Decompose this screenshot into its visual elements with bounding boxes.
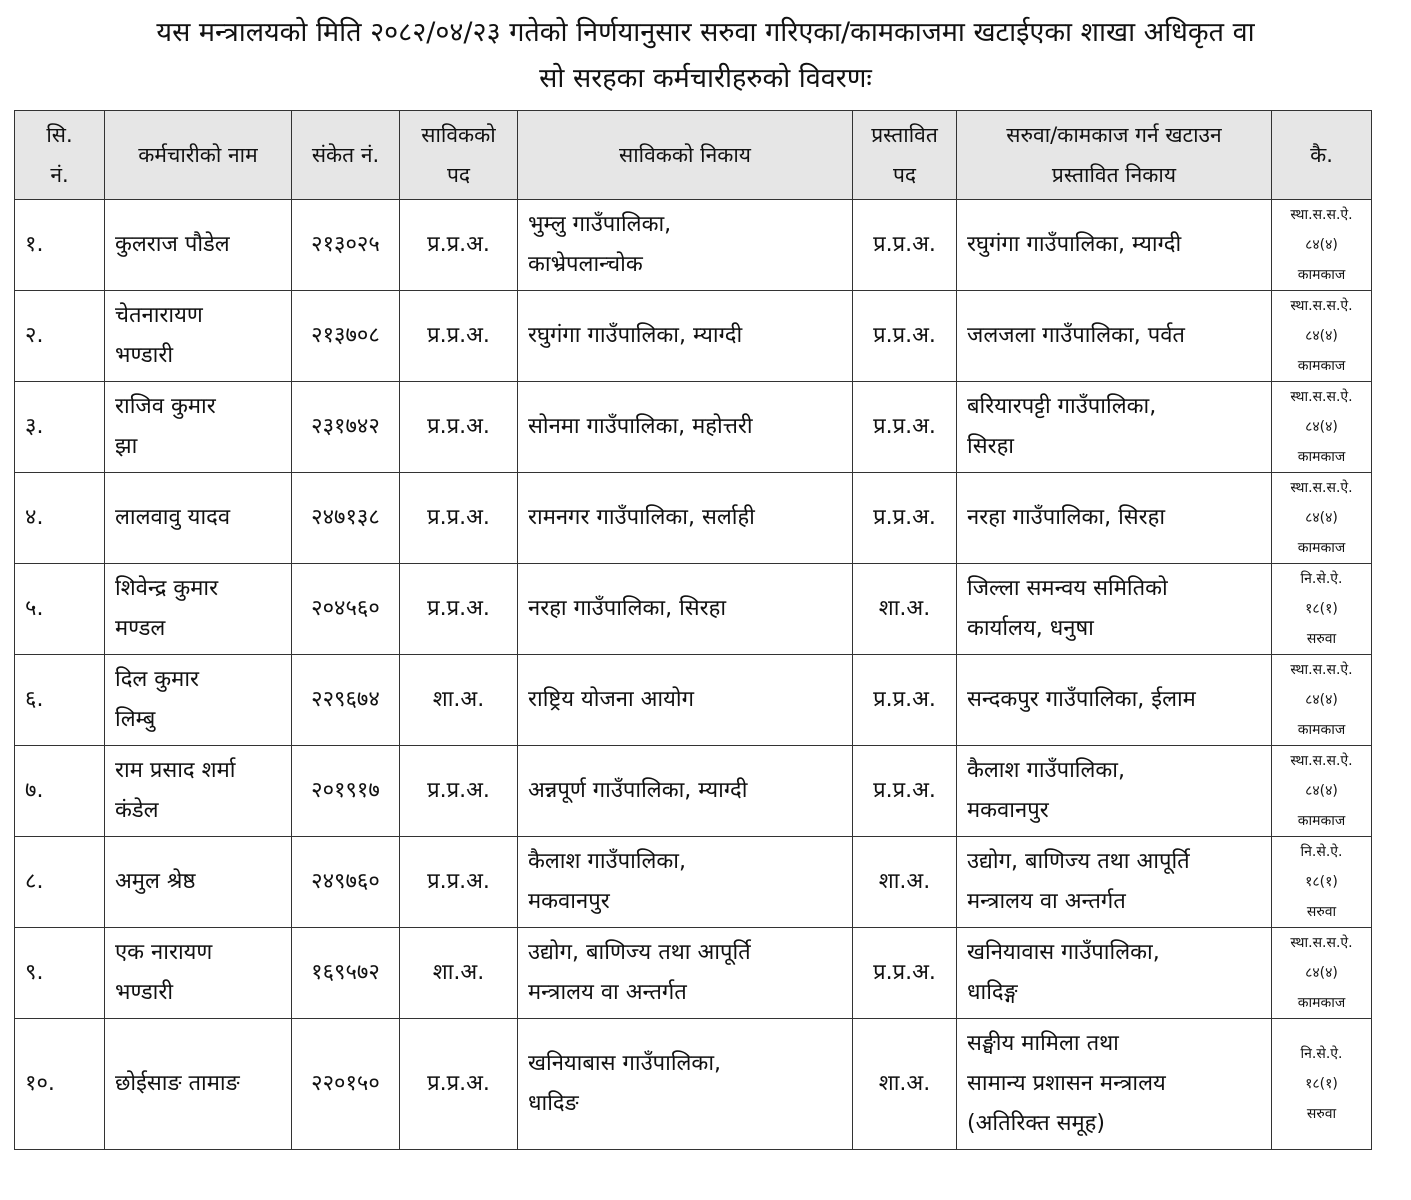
code-cell: २२९६७४ (292, 655, 400, 746)
code-cell: २३१७४२ (292, 382, 400, 473)
table-row (15, 746, 1372, 837)
prop-post-cell: शा.अ. (853, 564, 957, 655)
header-serial: सि. नं. (15, 111, 105, 200)
prop-post-cell: शा.अ. (853, 1019, 957, 1150)
name-cell: एक नारायण भण्डारी (105, 928, 292, 1019)
serial-cell: ८. (15, 837, 105, 928)
code-cell: २१३०२५ (292, 200, 400, 291)
serial-cell: ५. (15, 564, 105, 655)
document-title (16, 0, 1396, 102)
prev-post-cell: प्र.प्र.अ. (400, 1019, 518, 1150)
serial-cell: ९. (15, 928, 105, 1019)
remarks-cell: स्था.स.स.ऐ. ८४(४) कामकाज (1272, 200, 1372, 291)
remarks-cell: स्था.स.स.ऐ. ८४(४) कामकाज (1272, 382, 1372, 473)
table-row (15, 655, 1372, 746)
prev-post-cell: प्र.प्र.अ. (400, 382, 518, 473)
serial-cell: १. (15, 200, 105, 291)
table-row (15, 200, 1372, 291)
title-line-1: यस मन्त्रालयको मिति २०८२/०४/२३ गतेको निर्णयानुसार सरुवा गरिएका/कामकाजमा खटाईएका शाखा अधिकृत वा (156, 17, 1255, 48)
header-remarks: कै. (1272, 111, 1372, 200)
prev-post-cell: प्र.प्र.अ. (400, 200, 518, 291)
serial-cell: ७. (15, 746, 105, 837)
serial-cell: २. (15, 291, 105, 382)
prev-office-cell: कैलाश गाउँपालिका, मकवानपुर (518, 837, 853, 928)
code-cell: २१३७०८ (292, 291, 400, 382)
prev-office-cell: खनियाबास गाउँपालिका, धादिङ (518, 1019, 853, 1150)
remarks-cell: स्था.स.स.ऐ. ८४(४) कामकाज (1272, 928, 1372, 1019)
prev-office-cell: अन्नपूर्ण गाउँपालिका, म्याग्दी (518, 746, 853, 837)
prev-post-cell: प्र.प्र.अ. (400, 837, 518, 928)
header-prop-post: प्रस्तावित पद (853, 111, 957, 200)
table-row (15, 837, 1372, 928)
remarks-cell: नि.से.ऐ. १८(१) सरुवा (1272, 564, 1372, 655)
serial-cell: ४. (15, 473, 105, 564)
name-cell: अमुल श्रेष्ठ (105, 837, 292, 928)
prop-post-cell: प्र.प्र.अ. (853, 382, 957, 473)
table-row (15, 473, 1372, 564)
prev-office-cell: उद्योग, बाणिज्य तथा आपूर्ति मन्त्रालय वा अन्तर्गत (518, 928, 853, 1019)
table-row (15, 928, 1372, 1019)
serial-cell: ६. (15, 655, 105, 746)
name-cell: छोईसाङ तामाङ (105, 1019, 292, 1150)
prev-post-cell: प्र.प्र.अ. (400, 746, 518, 837)
prop-post-cell: प्र.प्र.अ. (853, 655, 957, 746)
name-cell: लालवावु यादव (105, 473, 292, 564)
name-cell: कुलराज पौडेल (105, 200, 292, 291)
header-prev-post: साविकको पद (400, 111, 518, 200)
prop-office-cell: रघुगंगा गाउँपालिका, म्याग्दी (957, 200, 1272, 291)
prop-post-cell: प्र.प्र.अ. (853, 928, 957, 1019)
prop-post-cell: शा.अ. (853, 837, 957, 928)
prev-post-cell: शा.अ. (400, 928, 518, 1019)
prev-office-cell: सोनमा गाउँपालिका, महोत्तरी (518, 382, 853, 473)
table-body (15, 200, 1372, 1150)
code-cell: २०४५६० (292, 564, 400, 655)
prop-office-cell: सङ्घीय मामिला तथा सामान्य प्रशासन मन्त्रालय (अतिरिक्त समूह) (957, 1019, 1272, 1150)
table-row (15, 564, 1372, 655)
prop-post-cell: प्र.प्र.अ. (853, 291, 957, 382)
code-cell: २२०१५० (292, 1019, 400, 1150)
prev-office-cell: नरहा गाउँपालिका, सिरहा (518, 564, 853, 655)
remarks-cell: नि.से.ऐ. १८(१) सरुवा (1272, 1019, 1372, 1150)
remarks-cell: स्था.स.स.ऐ. ८४(४) कामकाज (1272, 746, 1372, 837)
remarks-cell: स्था.स.स.ऐ. ८४(४) कामकाज (1272, 473, 1372, 564)
prop-office-cell: कैलाश गाउँपालिका, मकवानपुर (957, 746, 1272, 837)
prev-office-cell: रघुगंगा गाउँपालिका, म्याग्दी (518, 291, 853, 382)
name-cell: राम प्रसाद शर्मा कंडेल (105, 746, 292, 837)
prop-office-cell: उद्योग, बाणिज्य तथा आपूर्ति मन्त्रालय वा अन्तर्गत (957, 837, 1272, 928)
title-line-2: सो सरहका कर्मचारीहरुको विवरणः (539, 63, 872, 94)
prev-post-cell: प्र.प्र.अ. (400, 564, 518, 655)
prop-office-cell: खनियावास गाउँपालिका, धादिङ्ग (957, 928, 1272, 1019)
code-cell: २४९७६० (292, 837, 400, 928)
code-cell: २४७१३८ (292, 473, 400, 564)
prev-office-cell: भुम्लु गाउँपालिका, काभ्रेपलान्चोक (518, 200, 853, 291)
prev-post-cell: प्र.प्र.अ. (400, 291, 518, 382)
header-row (15, 111, 1372, 200)
transfer-table (14, 110, 1372, 1150)
serial-cell: ३. (15, 382, 105, 473)
prev-office-cell: रामनगर गाउँपालिका, सर्लाही (518, 473, 853, 564)
prop-office-cell: नरहा गाउँपालिका, सिरहा (957, 473, 1272, 564)
remarks-cell: नि.से.ऐ. १८(१) सरुवा (1272, 837, 1372, 928)
remarks-cell: स्था.स.स.ऐ. ८४(४) कामकाज (1272, 291, 1372, 382)
table-row (15, 1019, 1372, 1150)
remarks-cell: स्था.स.स.ऐ. ८४(४) कामकाज (1272, 655, 1372, 746)
prop-office-cell: सन्दकपुर गाउँपालिका, ईलाम (957, 655, 1272, 746)
name-cell: शिवेन्द्र कुमार मण्डल (105, 564, 292, 655)
prop-office-cell: जलजला गाउँपालिका, पर्वत (957, 291, 1272, 382)
prop-post-cell: प्र.प्र.अ. (853, 200, 957, 291)
code-cell: २०१९१७ (292, 746, 400, 837)
prop-office-cell: जिल्ला समन्वय समितिको कार्यालय, धनुषा (957, 564, 1272, 655)
header-name: कर्मचारीको नाम (105, 111, 292, 200)
header-prev-office: साविकको निकाय (518, 111, 853, 200)
name-cell: राजिव कुमार झा (105, 382, 292, 473)
prev-office-cell: राष्ट्रिय योजना आयोग (518, 655, 853, 746)
prop-office-cell: बरियारपट्टी गाउँपालिका, सिरहा (957, 382, 1272, 473)
table-row (15, 382, 1372, 473)
prop-post-cell: प्र.प्र.अ. (853, 473, 957, 564)
header-prop-office: सरुवा/कामकाज गर्न खटाउन प्रस्तावित निकाय (957, 111, 1272, 200)
prev-post-cell: शा.अ. (400, 655, 518, 746)
name-cell: चेतनारायण भण्डारी (105, 291, 292, 382)
header-code: संकेत नं. (292, 111, 400, 200)
serial-cell: १०. (15, 1019, 105, 1150)
table-row (15, 291, 1372, 382)
prev-post-cell: प्र.प्र.अ. (400, 473, 518, 564)
prop-post-cell: प्र.प्र.अ. (853, 746, 957, 837)
name-cell: दिल कुमार लिम्बु (105, 655, 292, 746)
code-cell: १६९५७२ (292, 928, 400, 1019)
